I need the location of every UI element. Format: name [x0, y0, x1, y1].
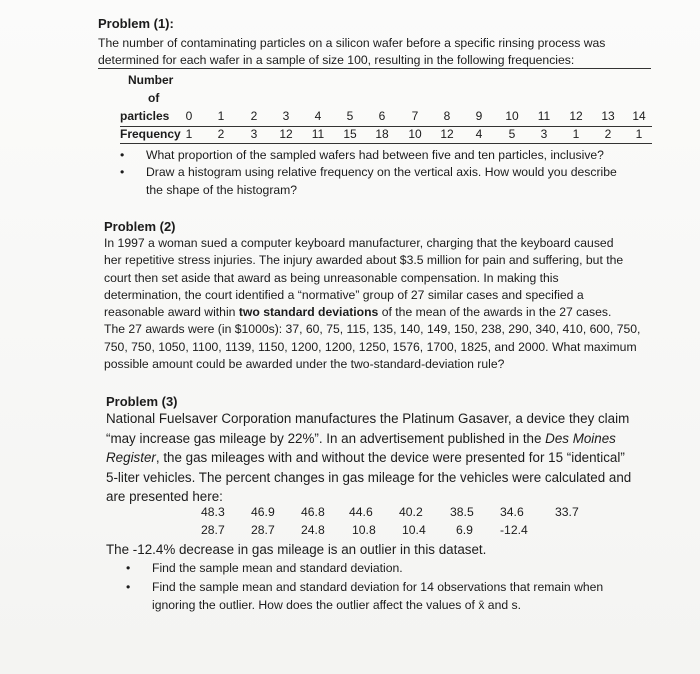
problem3-bullets	[126, 560, 686, 614]
problem3-line	[106, 429, 676, 449]
mileage-value: 34.6	[500, 505, 524, 519]
particle-count-cell: 11	[537, 109, 551, 123]
problem2-title: Problem (2)	[104, 219, 176, 234]
text: “may increase gas mileage by 22%”. In an advertisement published in the	[106, 430, 542, 446]
problem3-line: are presented here:	[106, 489, 223, 504]
text-pre: reasonable award within	[104, 305, 239, 320]
mileage-row-2	[0, 522, 700, 542]
problem2-line-5	[104, 304, 662, 321]
problem3-line	[106, 448, 676, 468]
problem3-outlier-note: The -12.4% decrease in gas mileage is an outlier in this dataset.	[106, 542, 487, 557]
particle-count-cell: 7	[411, 109, 419, 123]
frequency-cell: 12	[279, 127, 293, 141]
problem3-body	[106, 409, 676, 507]
frequency-cell: 5	[508, 127, 516, 141]
mileage-value: 10.4	[402, 523, 426, 537]
mileage-value: 44.6	[349, 505, 373, 519]
particle-count-cell: 0	[185, 109, 193, 123]
particle-count-cell: 6	[378, 109, 386, 123]
frequency-cell: 1	[185, 127, 193, 141]
mileage-value: 33.7	[555, 505, 579, 519]
table-header-number: Number	[128, 73, 174, 87]
problem2-line: court then set aside that award as being unreasonable compensation. In making this	[104, 270, 559, 285]
mileage-value: 46.8	[301, 505, 325, 519]
mileage-value: 24.8	[301, 523, 325, 537]
bullet-text: Find the sample mean and standard deviation.	[152, 561, 403, 575]
problem1-title: Problem (1):	[98, 16, 174, 31]
particle-count-cell: 9	[475, 109, 483, 123]
problem2-line: 750, 750, 1050, 1100, 1139, 1150, 1200, 1200, 1250, 1576, 1700, 1825, and 2000. What maximum	[104, 339, 637, 354]
problem1-bullet-1	[120, 147, 680, 164]
particle-count-cell: 14	[632, 109, 646, 123]
problem2-line: her repetitive stress injuries. The injury awarded about $3.5 million for pain and suffering, but the	[104, 253, 624, 268]
bullet-dot: •	[120, 165, 125, 180]
bullet-text: Draw a histogram using relative frequency on the vertical axis. How would you describe	[146, 165, 617, 180]
frequency-cell: 1	[572, 127, 580, 141]
frequency-cell: 2	[217, 127, 225, 141]
table-rule-bottom	[120, 143, 652, 144]
problem2-line: determination, the court identified a “normative” group of 27 similar cases and specified a	[104, 287, 584, 302]
text-post: of the mean of the awards in the 27 cases.	[378, 305, 612, 320]
frequency-cell: 2	[604, 127, 612, 141]
bullet-text-continued: the shape of the histogram?	[146, 182, 298, 197]
mileage-value: 28.7	[201, 523, 225, 537]
mileage-value: -12.4	[500, 523, 528, 537]
problem3-bullet-1	[126, 560, 686, 577]
frequency-cell: 10	[408, 127, 422, 141]
mileage-value: 40.2	[399, 505, 423, 519]
mileage-value: 10.8	[352, 523, 376, 537]
problem3-bullet-2	[126, 579, 686, 614]
text-italic: Register	[106, 450, 156, 465]
bullet-text: What proportion of the sampled wafers had between five and ten particles, inclusive?	[146, 148, 604, 162]
mileage-value: 48.3	[201, 505, 225, 519]
problem1-bullets	[120, 147, 680, 199]
bullet-dot: •	[120, 148, 125, 162]
text: , the gas mileages with and without the device were presented for 15 “identical”	[155, 450, 625, 465]
bullet-text: Find the sample mean and standard deviation for 14 observations that remain when	[152, 580, 604, 595]
mileage-value: 38.5	[450, 505, 474, 519]
bullet-dot: •	[126, 580, 131, 595]
table-header-of: of	[148, 91, 160, 105]
particle-count-cell: 8	[443, 109, 451, 123]
problem2-line: In 1997 a woman sued a computer keyboard manufacturer, charging that the keyboard caused	[104, 236, 614, 250]
mileage-value: 46.9	[251, 505, 275, 519]
problem3-title: Problem (3)	[106, 394, 178, 409]
table-header-particles: particles	[120, 109, 170, 123]
particle-count-cell: 5	[346, 109, 354, 123]
frequency-cell: 11	[311, 127, 325, 141]
mileage-row-1	[0, 504, 700, 524]
problem1-bullet-2	[120, 164, 680, 199]
frequency-cell: 1	[635, 127, 643, 141]
bullet-text-continued: ignoring the outlier. How does the outlier affect the values of x̄ and s.	[152, 597, 522, 612]
particle-count-cell: 13	[601, 109, 615, 123]
frequency-cell: 18	[375, 127, 389, 141]
problem1-text-line2: determined for each wafer in a sample of size 100, resulting in the following frequencies:	[98, 52, 651, 69]
problem2-body	[104, 235, 662, 373]
frequency-cell: 3	[250, 127, 258, 141]
frequency-cell: 15	[343, 127, 357, 141]
problem1-text-line1: The number of contaminating particles on a silicon wafer before a specific rinsing process was	[98, 36, 606, 50]
frequency-cell: 12	[440, 127, 454, 141]
problem2-line: The 27 awards were (in $1000s): 37, 60, 75, 115, 135, 140, 149, 150, 238, 290, 340, 410, 600, 750,	[104, 322, 641, 337]
problem3-line: 5-liter vehicles. The percent changes in gas mileage for the vehicles were calculated and	[106, 469, 632, 485]
particle-count-cell: 1	[217, 109, 225, 123]
bullet-dot: •	[126, 561, 131, 575]
problem3-line: National Fuelsaver Corporation manufactures the Platinum Gasaver, a device they claim	[106, 411, 630, 426]
frequency-cell: 3	[540, 127, 548, 141]
particle-count-cell: 12	[569, 109, 583, 123]
mileage-value: 6.9	[456, 523, 473, 537]
table-row-label-frequency: Frequency	[120, 127, 181, 141]
mileage-value: 28.7	[251, 523, 275, 537]
particle-count-cell: 2	[250, 109, 258, 123]
particle-count-cell: 4	[314, 109, 322, 123]
frequency-cell: 4	[475, 127, 483, 141]
text-italic: Des Moines	[545, 430, 616, 446]
particle-count-cell: 10	[505, 109, 519, 123]
text-bold: two standard deviations	[238, 305, 379, 320]
problem2-line: possible amount could be awarded under the two-standard-deviation rule?	[104, 357, 505, 372]
particle-count-cell: 3	[282, 109, 290, 123]
